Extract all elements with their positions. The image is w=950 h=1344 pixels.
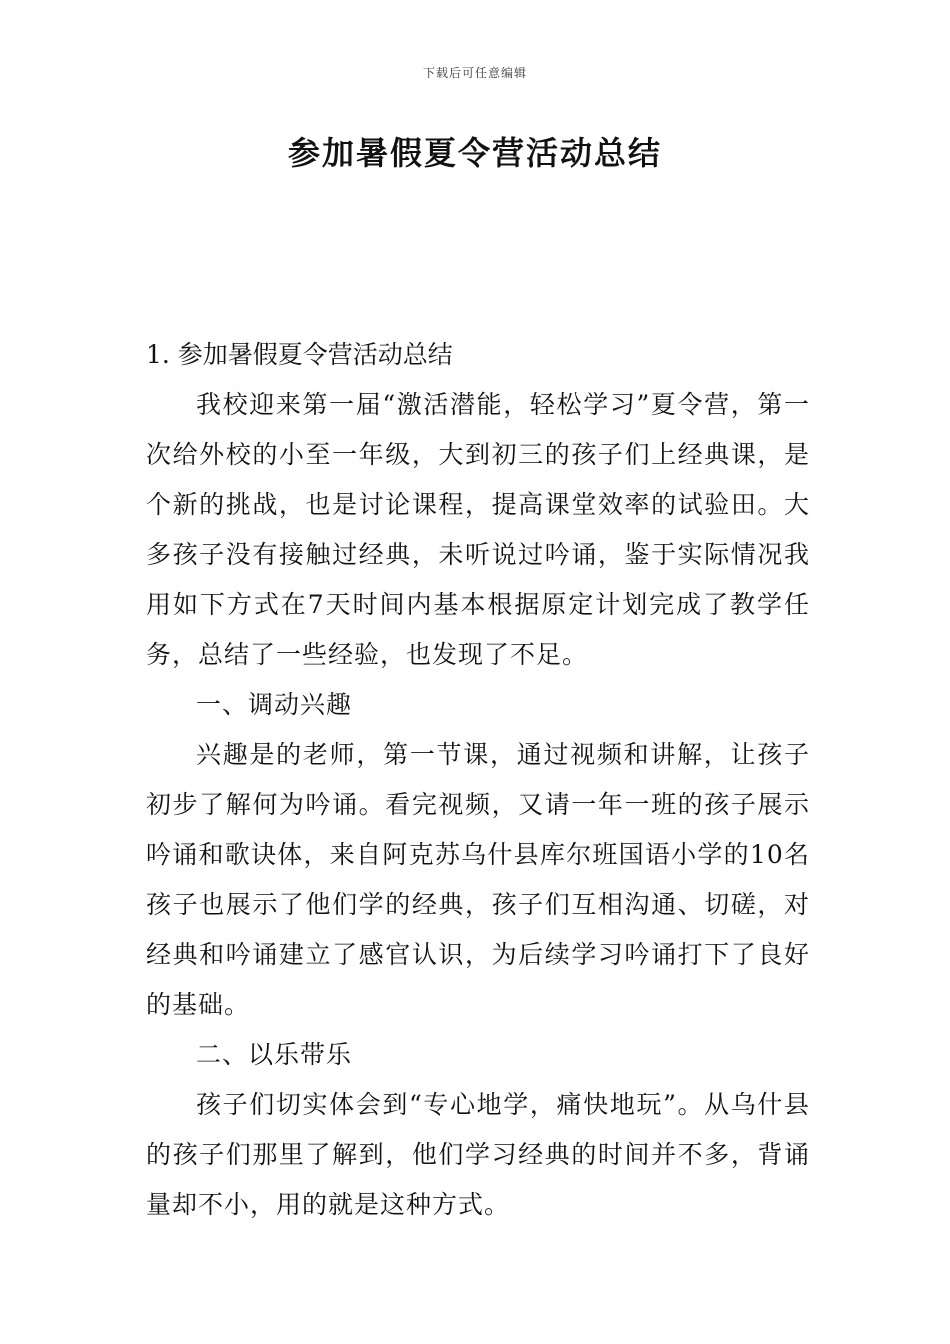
header-note: 下载后可任意编辑 [422, 66, 527, 80]
subheading-music: 二、以乐带乐 [196, 1040, 353, 1069]
paragraph-interest: 兴趣是的老师，第一节课，通过视频和讲解，让孩子初步了解何为吟诵。看完视频，又请一年一班的孩子展示吟诵和歌诀体，来自阿克苏乌什县库尔班国语小学的10名孩子也展示了他们学的经典，孩子们互相沟通、切磋，对经典和吟诵建立了感官认识，为后续学习吟诵打下了良好的基础。 [146, 740, 810, 1019]
section-heading: 1. 参加暑假夏令营活动总结 [146, 340, 453, 369]
paragraph-music: 孩子们切实体会到“专心地学，痛快地玩”。从乌什县的孩子们那里了解到，他们学习经典的时间并不多，背诵量却不小，用的就是这种方式。 [146, 1090, 810, 1219]
paragraph-intro: 我校迎来第一届“激活潜能，轻松学习”夏令营，第一次给外校的小至一年级，大到初三的孩子们上经典课，是个新的挑战，也是讨论课程，提高课堂效率的试验田。大多孩子没有接触过经典，未听说过吟诵，鉴于实际情况我用如下方式在7天时间内基本根据原定计划完成了教学任务，总结了一些经验，也发现了不足。 [146, 390, 810, 669]
document-title: 参加暑假夏令营活动总结 [287, 134, 662, 172]
subheading-interest: 一、调动兴趣 [196, 690, 353, 719]
document-body [146, 330, 810, 1230]
